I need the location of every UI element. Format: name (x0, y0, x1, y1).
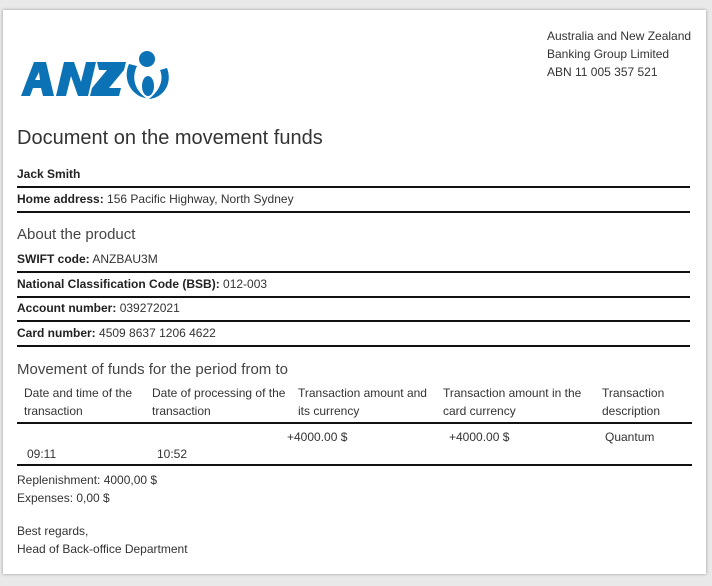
column-header: Date of processing of the transaction (145, 384, 291, 423)
document-title: Document on the movement funds (17, 127, 323, 149)
transactions-table (17, 384, 692, 466)
table-cell (145, 423, 291, 465)
table-cell (595, 423, 692, 465)
home-address-value: 156 Pacific Highway, North Sydney (107, 192, 294, 206)
card-label: Card number: (17, 326, 96, 340)
table-cell (287, 423, 436, 465)
bsb-value: 012-003 (223, 277, 268, 291)
product-heading: About the product (17, 226, 136, 243)
company-details (547, 27, 691, 81)
table-row (17, 423, 692, 465)
column-header: Transaction amount in the card currency (436, 384, 595, 423)
table-cell (436, 423, 595, 465)
account-row (17, 301, 690, 322)
card-currency-amount: +4000.00 $ (449, 430, 510, 444)
transaction-description: Quantum (605, 430, 655, 444)
bsb-label: National Classification Code (BSB): (17, 277, 220, 291)
column-header: Transaction amount and its currency (291, 384, 436, 423)
swift-value: ANZBAU3M (92, 252, 158, 266)
company-abn: ABN 11 005 357 521 (547, 65, 658, 79)
transaction-time: 09:11 (27, 447, 57, 461)
table-header-row (17, 384, 692, 423)
company-name-line2: Banking Group Limited (547, 47, 670, 61)
client-name-row (17, 167, 690, 188)
document-page (3, 10, 706, 574)
swift-row (17, 252, 690, 273)
processing-time: 10:52 (157, 447, 188, 461)
bsb-row (17, 277, 690, 298)
column-header: Date and time of the transaction (17, 384, 145, 423)
transaction-amount: +4000.00 $ (287, 430, 348, 444)
swift-label: SWIFT code: (17, 252, 90, 266)
company-name-line1: Australia and New Zealand (547, 29, 692, 43)
account-label: Account number: (17, 301, 117, 315)
home-address-row (17, 192, 690, 213)
client-name: Jack Smith (17, 167, 81, 181)
card-row (17, 326, 690, 347)
replenishment-total: Replenishment: 4000,00 $ (17, 473, 158, 487)
card-value: 4509 8637 1206 4622 (99, 326, 216, 340)
movement-heading: Movement of funds for the period from to (17, 361, 288, 378)
expenses-total: Expenses: 0,00 $ (17, 491, 110, 505)
anz-logo (21, 50, 171, 106)
closing-regards: Best regards, (17, 524, 89, 538)
column-header: Transaction description (595, 384, 692, 423)
table-cell (17, 423, 145, 465)
account-value: 039272021 (119, 301, 180, 315)
closing-signature: Head of Back-office Department (17, 542, 188, 556)
home-address-label: Home address: (17, 192, 104, 206)
